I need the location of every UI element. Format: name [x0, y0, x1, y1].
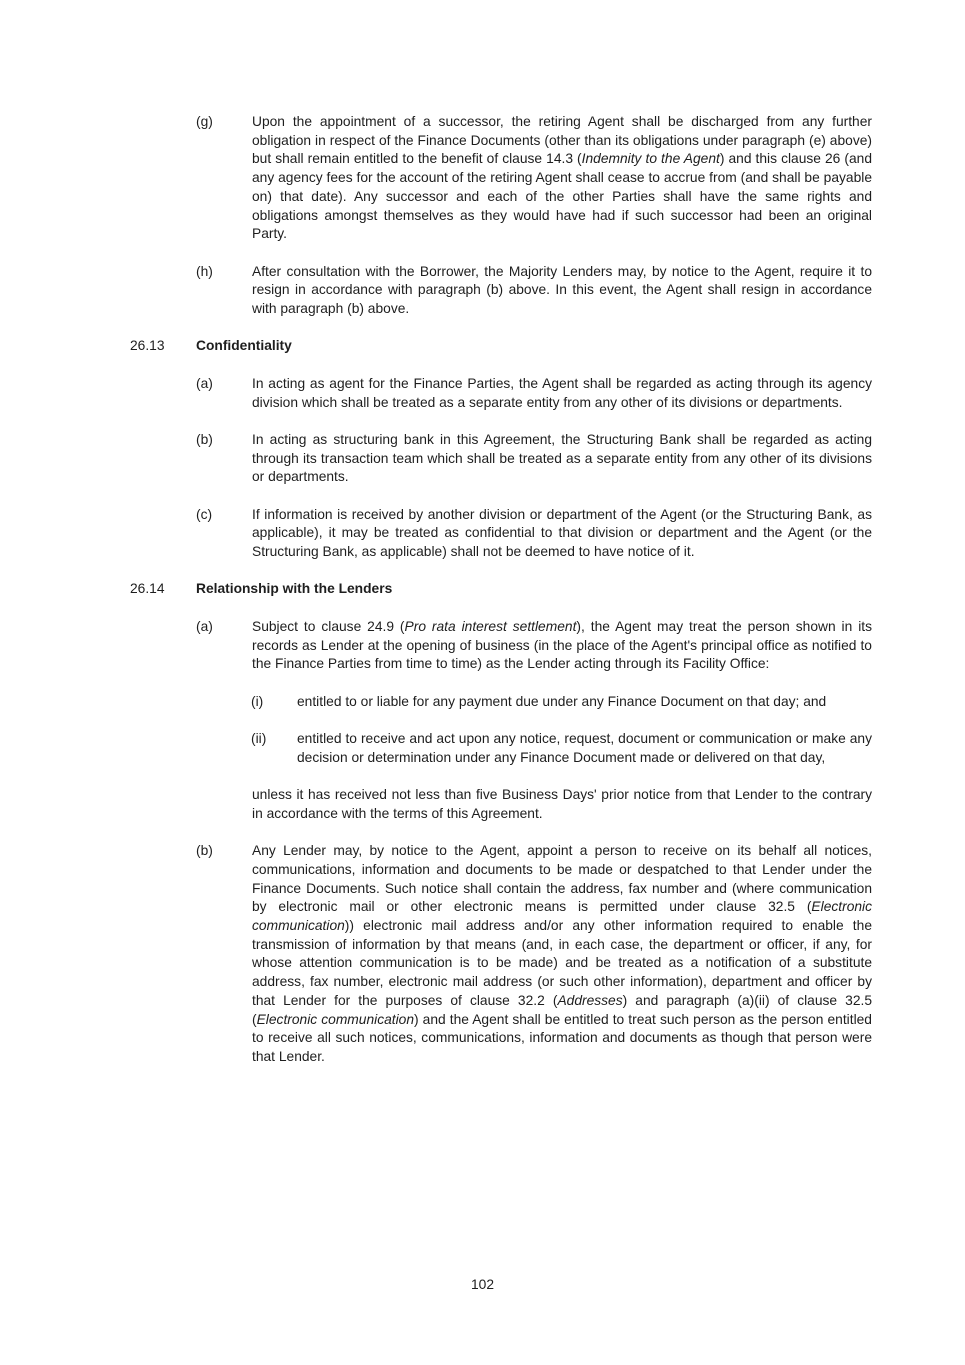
paragraph-text	[252, 786, 872, 823]
italic-text-segment: Addresses	[557, 992, 623, 1008]
paragraph-marker: (ii)	[251, 731, 267, 747]
paragraph-text	[297, 730, 872, 767]
text-segment: In acting as agent for the Finance Parties, the Agent shall be regarded as acting through its agency division which shall be treated as a separate entity from any other of its divisions or departments.	[252, 375, 872, 410]
paragraph	[130, 730, 872, 767]
section-number: 26.14	[130, 581, 165, 597]
paragraph-marker: (b)	[196, 843, 213, 859]
text-segment: ), the Agent may treat the person shown in its records as Lender at the opening of business (in the place of the Agent's principal office as notified to the Finance Parties from time to time) as the Lender acting through its Facility Office:	[252, 618, 872, 672]
section-heading	[130, 580, 872, 599]
text-segment: If information is received by another division or department of the Agent (or the Structuring Bank, as applicable), it may be treated as confidential to that division or department and the Agent (or the Structuring Bank, as applicable) shall not be deemed to have notice of it.	[252, 506, 872, 560]
section-title: Relationship with the Lenders	[196, 581, 393, 597]
paragraph-marker: (i)	[251, 693, 264, 709]
paragraph	[130, 842, 872, 1066]
text-segment: entitled to or liable for any payment due under any Finance Document on that day; and	[297, 693, 827, 709]
paragraph-text	[252, 842, 872, 1066]
page-footer	[0, 1276, 965, 1295]
paragraph-marker: (g)	[196, 114, 213, 129]
paragraph-marker: (c)	[196, 506, 213, 522]
paragraph	[130, 506, 872, 562]
paragraph-text	[252, 618, 872, 674]
italic-text-segment: Electronic communication	[252, 899, 872, 934]
paragraph-text	[252, 431, 872, 487]
paragraph-text	[252, 113, 872, 244]
paragraph	[130, 375, 872, 412]
paragraph	[130, 263, 872, 319]
paragraph-text	[252, 263, 872, 319]
paragraph-marker: (a)	[196, 618, 213, 634]
document-body	[130, 113, 872, 1085]
section-number: 26.13	[130, 338, 165, 354]
italic-text-segment: Pro rata interest settlement	[404, 618, 577, 634]
text-segment: Any Lender may, by notice to the Agent, appoint a person to receive on its behalf all notices, communications, information and documents to be made or despatched to that Lender under the Finance Documents. Such notice shall contain the address, fax number and (where communication by electronic mail or other electronic means is permitted under clause 32.5 (	[252, 843, 872, 915]
paragraph-marker: (h)	[196, 263, 213, 279]
paragraph-marker: (a)	[196, 375, 213, 391]
text-segment: )) electronic mail address and/or any other information required to enable the transmission of information by that means (and, in each case, the department or officer, if any, for whose attention communication is to be made) and be treated as a notification of a substitute address, fax number, electronic mail address (or such other information), department and officer by that Lender for the purposes of clause 32.2 (	[252, 918, 872, 1008]
page-number: 102	[470, 1277, 495, 1292]
paragraph-text	[252, 506, 872, 562]
text-segment: entitled to receive and act upon any notice, request, document or communication or make any decision or determination under any Finance Document made or delivered on that day,	[297, 731, 872, 765]
text-segment: Subject to clause 24.9 (	[252, 618, 405, 634]
section-heading	[130, 337, 872, 356]
paragraph	[130, 693, 872, 712]
text-segment: ) and this clause 26 (and any agency fees for the account of the retiring Agent shall cease to accrue from (and shall be payable on) that date). Any successor and each of the other Parties shall have the same rights and obligations amongst themselves as they would have had if such successor had been an original Party.	[252, 151, 873, 242]
italic-text-segment: Indemnity to the Agent	[581, 151, 720, 167]
paragraph	[130, 786, 872, 823]
text-segment: ) and paragraph (a)(ii) of clause 32.5 (	[252, 992, 873, 1027]
italic-text-segment: Electronic communication	[256, 1011, 415, 1027]
paragraph-marker	[196, 786, 252, 823]
paragraph-text	[252, 375, 872, 412]
text-segment: Upon the appointment of a successor, the retiring Agent shall be discharged from any further obligation in respect of the Finance Documents (other than its obligations under paragraph (e) above) but shall remain entitled to the benefit of clause 14.3 (	[252, 114, 872, 167]
paragraph-marker: (b)	[196, 431, 213, 447]
paragraph	[130, 431, 872, 487]
paragraph	[130, 113, 872, 244]
paragraph-text	[297, 693, 872, 712]
text-segment: After consultation with the Borrower, the Majority Lenders may, by notice to the Agent, require it to resign in accordance with paragraph (b) above. In this event, the Agent shall resign in accordance with paragraph (b) above.	[252, 263, 872, 317]
text-segment: unless it has received not less than five Business Days' prior notice from that Lender to the contrary in accordance with the terms of this Agreement.	[252, 787, 872, 821]
text-segment: ) and the Agent shall be entitled to treat such person as the person entitled to receive all such notices, communications, information and documents as though that person were that Lender.	[252, 1011, 872, 1064]
section-title: Confidentiality	[196, 338, 292, 354]
text-segment: In acting as structuring bank in this Agreement, the Structuring Bank shall be regarded as acting through its transaction team which shall be treated as a separate entity from any other of its divisions or departments.	[252, 431, 872, 485]
paragraph	[130, 618, 872, 674]
